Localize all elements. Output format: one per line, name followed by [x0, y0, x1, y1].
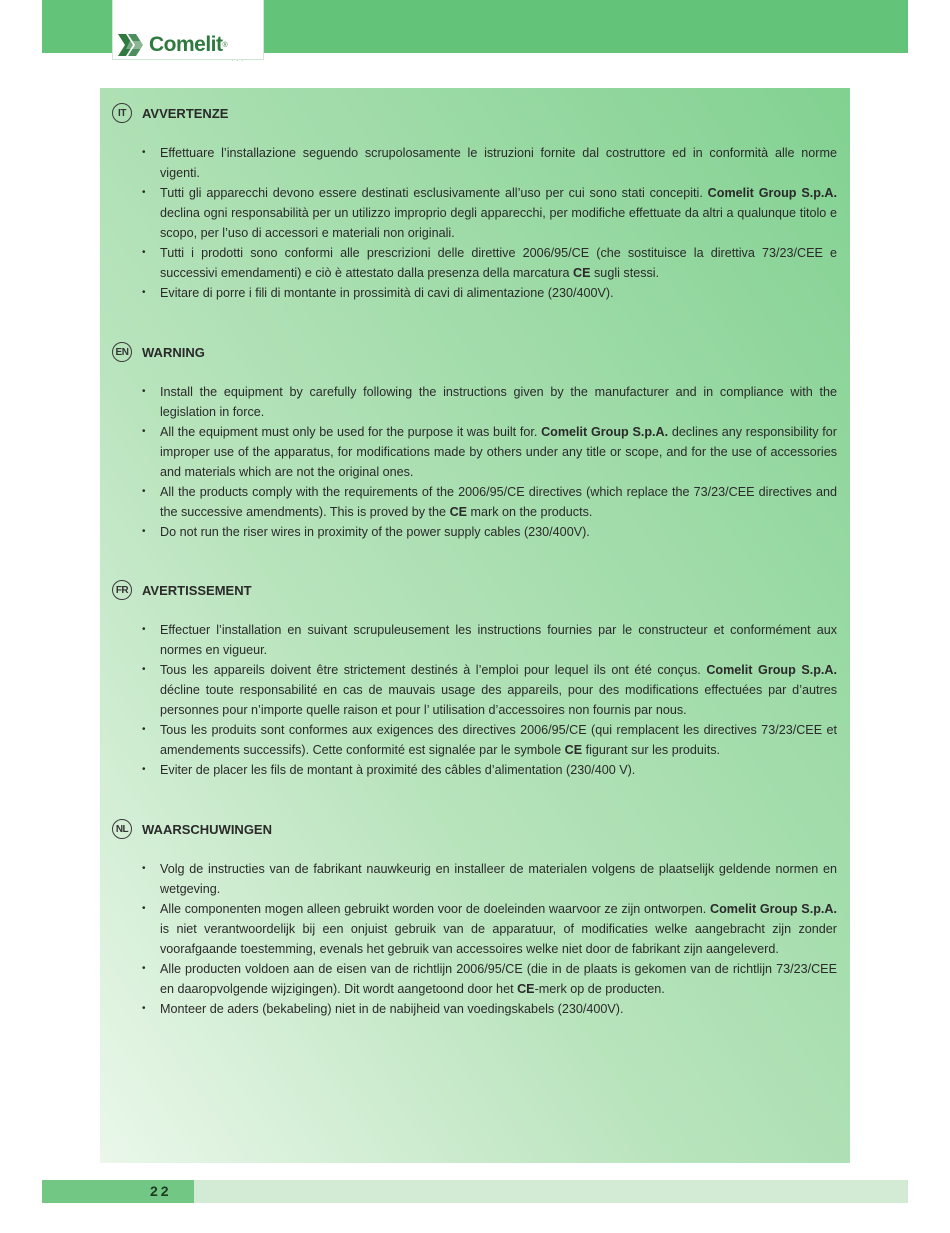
warning-list-it [140, 143, 837, 303]
list-item [140, 382, 837, 422]
item-text: Effectuer l’installation en suivant scrupuleusement les instructions fournies par le constructeur et conformément aux normes en vigueur. [160, 623, 837, 657]
lang-badge-nl: NL [112, 819, 132, 839]
list-item [140, 899, 837, 959]
list-item [140, 243, 837, 283]
list-item [140, 859, 837, 899]
list-item [140, 760, 837, 780]
bullet-icon: • [142, 147, 146, 158]
item-text: Volg de instructies van de fabrikant nauwkeurig en installeer de materialen volgens de plaatselijk geldende normen en wetgeving. [160, 862, 837, 896]
bullet-icon: • [142, 764, 146, 775]
bullet-icon: • [142, 963, 146, 974]
list-item [140, 660, 837, 720]
bullet-icon: • [142, 863, 146, 874]
item-text: Tutti gli apparecchi devono essere destinati esclusivamente all’uso per cui sono stati concepiti. [160, 186, 708, 200]
lang-badge-fr: FR [112, 580, 132, 600]
warning-list-en [140, 382, 837, 542]
item-text: -merk op de producten. [534, 982, 665, 996]
page-number: 22 [150, 1183, 172, 1199]
bold-text: CE [449, 505, 468, 519]
bullet-icon: • [142, 624, 146, 635]
list-item [140, 482, 837, 522]
item-text: declines any responsibility for improper use of the apparatus, for modifications made by others under any title or scope, and for the use of accessories and materials which are not the original ones. [160, 425, 838, 479]
item-text: Alle componenten mogen alleen gebruikt worden voor de doeleinden waarvoor ze zijn ontworpen. [160, 902, 710, 916]
item-text: Alle producten voldoen aan de eisen van de richtlijn 2006/95/CE (die in de plaats is gekomen van de richtlijn 73/23/CEE en daaropvolgende wijzigingen). Dit wordt aangetoond door het [160, 962, 837, 996]
section-it [112, 103, 838, 300]
list-item [140, 999, 837, 1019]
item-text: Evitare di porre i fili di montante in prossimità di cavi di alimentazione (230/400V). [160, 286, 614, 300]
bullet-icon: • [142, 903, 146, 914]
section-title-it: AVVERTENZE [142, 105, 229, 121]
bold-text: Comelit Group S.p.A. [709, 902, 837, 916]
brand-name: Comelit [149, 33, 223, 56]
bold-text: Comelit Group S.p.A. [706, 663, 838, 677]
list-item [140, 143, 837, 183]
item-text: Tutti i prodotti sono conformi alle prescrizioni delle direttive 2006/95/CE (che sostituisce la direttiva 73/23/CEE e successivi emendamenti) e ciò è attestato dalla presenza della marcatura [160, 246, 837, 280]
section-title-nl: WAARSCHUWINGEN [142, 821, 272, 837]
section-nl [112, 819, 838, 1016]
logo-dots: ... [232, 57, 247, 63]
brand-registered-mark: ® [222, 41, 228, 49]
item-text: Monteer de aders (bekabeling) niet in de nabijheid van voedingskabels (230/400V). [160, 1002, 624, 1016]
bullet-icon: • [142, 247, 146, 258]
lang-badge-it: IT [112, 103, 132, 123]
bold-text: Comelit Group S.p.A. [707, 186, 838, 200]
list-item [140, 959, 837, 999]
list-item [140, 620, 837, 660]
item-text: mark on the products. [467, 505, 593, 519]
list-item [140, 720, 837, 760]
comelit-logo [116, 30, 228, 60]
item-text: All the products comply with the requirements of the 2006/95/CE directives (which replace the 73/23/CEE directives and the successive amendments). This is proved by the [160, 485, 837, 519]
list-item [140, 183, 837, 243]
bullet-icon: • [142, 526, 146, 537]
warning-list-fr [140, 620, 837, 780]
item-text: Eviter de placer les fils de montant à proximité des câbles d’alimentation (230/400 V). [160, 763, 636, 777]
item-text: Tous les appareils doivent être strictement destinés à l’emploi pour lequel ils ont été conçus. [160, 663, 707, 677]
bullet-icon: • [142, 486, 146, 497]
list-item [140, 522, 837, 542]
section-en [112, 342, 838, 539]
item-text: Do not run the riser wires in proximity of the power supply cables (230/400V). [160, 525, 590, 539]
item-text: sugli stessi. [590, 266, 660, 280]
bold-text: Comelit Group S.p.A. [541, 425, 669, 439]
item-text: figurant sur les produits. [582, 743, 720, 757]
item-text: declina ogni responsabilità per un utilizzo improprio degli apparecchi, per modifiche effettuate da altri a qualunque titolo e scopo, per l’uso di accessori e materiali non originali. [160, 206, 837, 240]
bullet-icon: • [142, 1003, 146, 1014]
item-text: Install the equipment by carefully following the instructions given by the manufacturer and in compliance with the legislation in force. [160, 385, 837, 419]
item-text: Effettuare l’installazione seguendo scrupolosamente le istruzioni fornite dal costruttore ed in conformità alle norme vigenti. [160, 146, 837, 180]
bullet-icon: • [142, 187, 146, 198]
section-fr [112, 580, 838, 777]
lang-badge-en: EN [112, 342, 132, 362]
item-text: All the equipment must only be used for the purpose it was built for. [160, 425, 542, 439]
bullet-icon: • [142, 724, 146, 735]
list-item [140, 422, 837, 482]
bold-text: CE [564, 743, 583, 757]
warning-list-nl [140, 859, 837, 1019]
item-text: is niet verantwoordelijk bij een onjuist gebruik van de apparatuur, of modificaties welke aangebracht zijn zonder voorafgaande toestemming, evenals het gebruik van accessoires welke niet door de fabrikant zijn aangeleverd. [160, 922, 837, 956]
bullet-icon: • [142, 664, 146, 675]
list-item [140, 283, 837, 303]
bold-text: CE [573, 266, 591, 280]
bold-text: CE [517, 982, 535, 996]
bullet-icon: • [142, 426, 146, 437]
comelit-logo-icon [116, 32, 148, 58]
bullet-icon: • [142, 386, 146, 397]
item-text: décline toute responsabilité en cas de mauvais usage des appareils, pour des modifications effectuées par d’autres personnes pour n’importe quelle raison et pour l’ utilisation d’accessoires non fournis par nous. [160, 683, 837, 717]
item-text: Tous les produits sont conformes aux exigences des directives 2006/95/CE (qui remplacent les directives 73/23/CEE et amendements successifs). Cette conformité est signalée par le symbole [160, 723, 837, 757]
section-title-fr: AVERTISSEMENT [142, 582, 252, 598]
bullet-icon: • [142, 287, 146, 298]
section-title-en: WARNING [142, 344, 205, 360]
